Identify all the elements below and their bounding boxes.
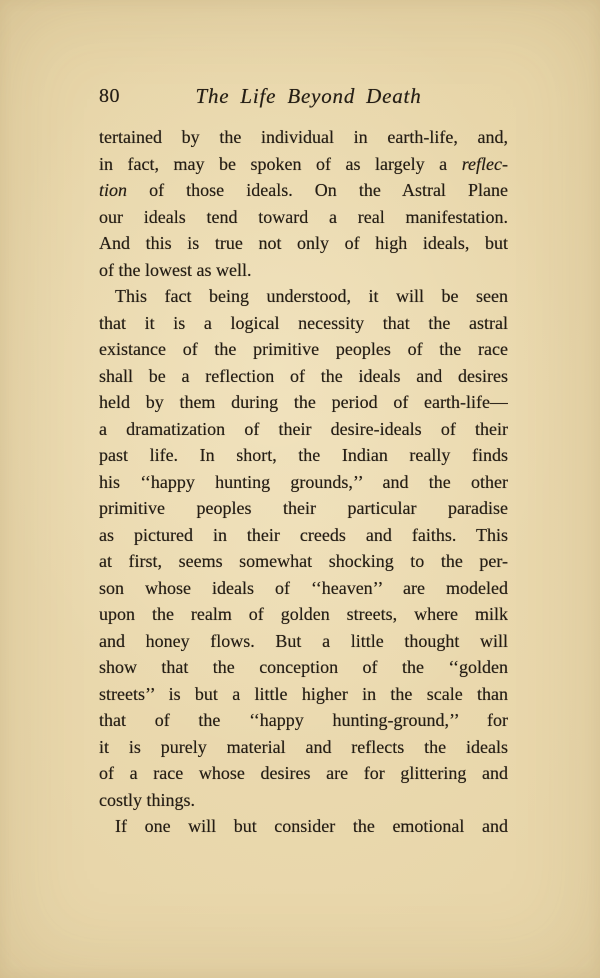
text-segment: streets’’ is but a little higher in the scale than: [99, 683, 508, 704]
page-header: [99, 84, 508, 110]
text-line: [99, 336, 508, 363]
text-segment: in fact, may be spoken of as largely a: [99, 153, 462, 174]
text-line: [99, 469, 508, 496]
text-segment: son whose ideals of ‘‘heaven’’ are modeled: [99, 577, 508, 598]
text-line: [99, 787, 508, 814]
text-segment: And this is true not only of high ideals, but: [99, 233, 508, 253]
text-line: [99, 495, 508, 522]
text-line: [99, 416, 508, 443]
text-segment: of the lowest as well.: [99, 259, 252, 280]
text-segment: primitive peoples their particular paradise: [99, 498, 508, 518]
text-segment: his ‘‘happy hunting grounds,’’ and the other: [99, 471, 508, 492]
text-line: [99, 177, 508, 204]
text-segment: of a race whose desires are for glittering and: [99, 763, 508, 783]
text-segment: held by them during the period of earth-life—: [99, 392, 508, 412]
text-line: [99, 575, 508, 602]
text-line: [99, 681, 508, 708]
text-line: [99, 654, 508, 681]
text-segment: and honey flows. But a little thought will: [99, 630, 508, 651]
italic-text-segment: reflec-: [461, 153, 508, 174]
text-line: [99, 628, 508, 655]
text-line: [99, 734, 508, 761]
text-line: [99, 601, 508, 628]
text-segment: of those ideals. On the Astral Plane: [127, 180, 508, 200]
text-line: [99, 522, 508, 549]
text-line: [99, 442, 508, 469]
page-number: 80: [99, 85, 120, 107]
text-line: [99, 389, 508, 416]
page-body-text: [99, 124, 508, 840]
text-segment: If one will but consider the emotional and: [115, 816, 508, 836]
text-segment: it is purely material and reflects the ideals: [99, 736, 508, 757]
text-segment: shall be a reflection of the ideals and desires: [99, 365, 508, 386]
running-title: The Life Beyond Death: [195, 84, 422, 108]
text-segment: as pictured in their creeds and faiths. This: [99, 524, 508, 545]
text-line: [99, 151, 508, 178]
text-line: [99, 283, 508, 310]
text-segment: This fact being understood, it will be seen: [115, 286, 508, 306]
text-segment: that of the ‘‘happy hunting-ground,’’ for: [99, 710, 508, 730]
text-line: [99, 707, 508, 734]
text-line: [99, 257, 508, 284]
text-line: [99, 548, 508, 575]
text-segment: upon the realm of golden streets, where milk: [99, 604, 508, 624]
text-line: [99, 204, 508, 231]
text-segment: past life. In short, the Indian really finds: [99, 445, 508, 465]
text-segment: existance of the primitive peoples of the race: [99, 339, 508, 359]
text-segment: show that the conception of the ‘‘golden: [99, 657, 508, 677]
text-line: [99, 230, 508, 257]
text-segment: tertained by the individual in earth-life, and,: [99, 127, 508, 147]
italic-text-segment: tion: [99, 180, 128, 200]
text-line: [99, 310, 508, 337]
text-segment: costly things.: [99, 789, 196, 810]
text-segment: at first, seems somewhat shocking to the per-: [99, 551, 508, 571]
text-line: [99, 813, 508, 840]
text-segment: a dramatization of their desire-ideals of their: [99, 418, 508, 439]
text-line: [99, 363, 508, 390]
text-segment: our ideals tend toward a real manifestation.: [99, 206, 508, 227]
text-line: [99, 760, 508, 787]
text-line: [99, 124, 508, 151]
text-segment: that it is a logical necessity that the astral: [99, 312, 508, 333]
